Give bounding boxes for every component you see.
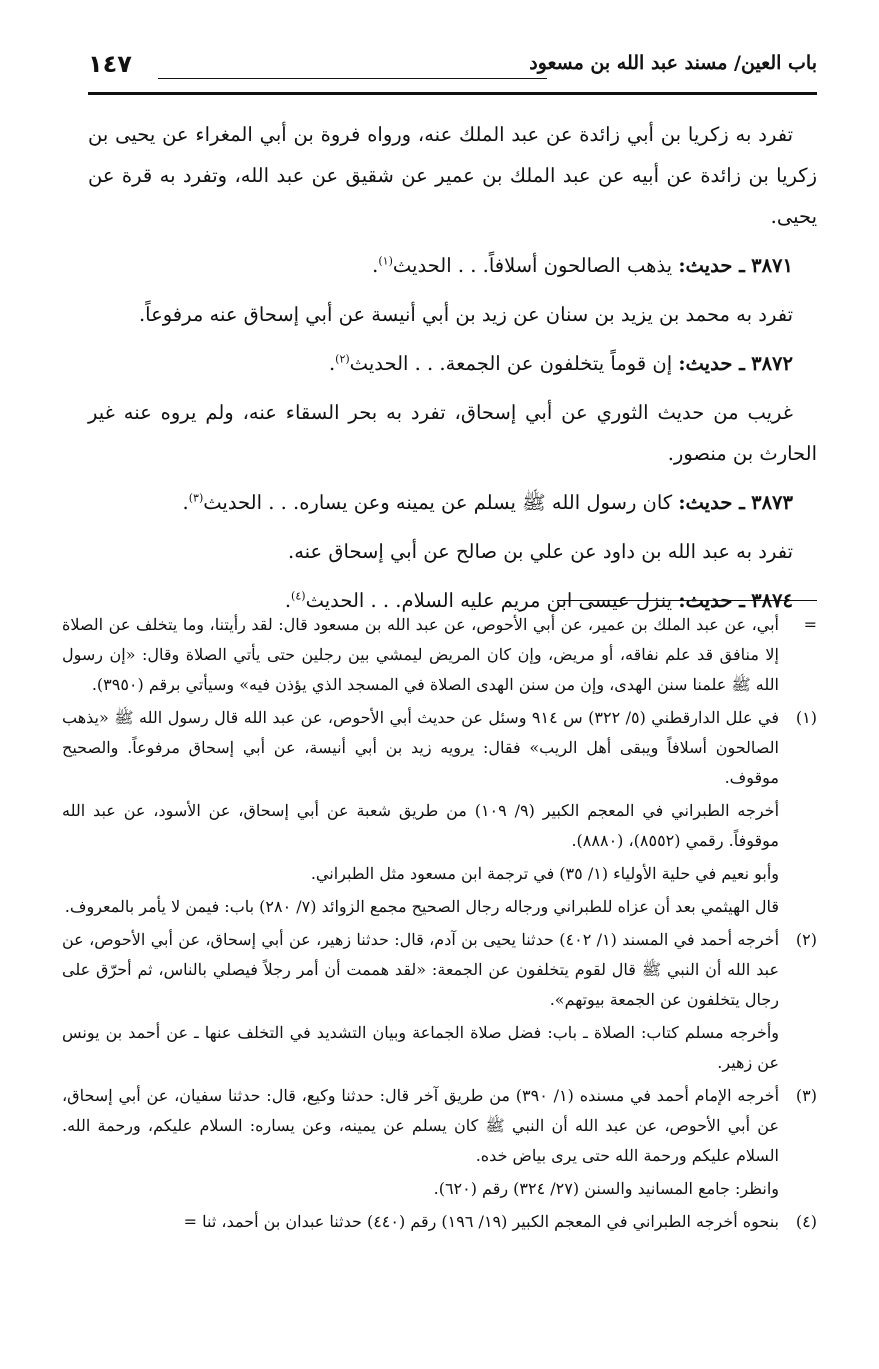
hadith-entry — [88, 482, 817, 523]
paragraph: غريب من حديث الثوري عن أبي إسحاق، تفرد به بحر السقاء عنه، ولم يروه عنه غير الحارث بن منصور. — [88, 401, 817, 465]
footnote-ref: (٢) — [335, 352, 350, 366]
hadith-number: ٣٨٧١ — [751, 254, 793, 277]
hadith-label: ـ حديث: — [678, 352, 745, 375]
header-leader-line — [158, 78, 547, 79]
footnote-separator — [557, 600, 817, 601]
footnote-text: قال الهيثمي بعد أن عزاه للطبراني ورجاله رجال الصحيح مجمع الزوائد (٧/ ٢٨٠) باب: فيمن لا يأمر بالمعروف. — [64, 897, 779, 916]
footnote-text: أخرجه أحمد في المسند (١/ ٤٠٢) حدثنا يحيى بن آدم، قال: حدثنا زهير، عن أبي إسحاق، عن أبي الأحوص، عن عبد الله أن النبي ﷺ قال لقوم يتخلفون عن الجمعة: «لقد هممت أن أمر رجلاً فيصلي بالناس، ثم أحرّق على رجال يتخلفون عن الجمعة بيوتهم». — [62, 930, 780, 1009]
paragraph: تفرد به زكريا بن أبي زائدة عن عبد الملك عنه، ورواه فروة بن أبي المغراء عن يحيى بن زكريا بن زائدة عن أبيه عن عبد الملك بن عمير عن شقيق عن عبد الله، وتفرد به قرة عن يحيى. — [88, 123, 817, 228]
header-rule — [88, 92, 817, 95]
hadith-number: ٣٨٧٣ — [751, 491, 793, 514]
footnote-ref: (٣) — [188, 491, 204, 505]
footnote-text-run: بنحوه أخرجه الطبراني في المعجم الكبير (١٩/ ١٩٦) رقم (٤٤٠) حدثنا عبدان بن أحمد، ثنا — [202, 1212, 779, 1231]
footnote-number: (٣) — [795, 1086, 817, 1105]
hadith-label: ـ حديث: — [678, 254, 745, 277]
hadith-end: . — [284, 589, 292, 612]
footnote-3 — [62, 1081, 817, 1204]
hadith-label: ـ حديث: — [678, 491, 745, 514]
footnote-text: وأخرجه مسلم كتاب: الصلاة ـ باب: فضل صلاة الجماعة وبيان التشديد في التخلف عنها ـ عن أحمد بن يونس عن زهير. — [62, 1023, 779, 1072]
main-text — [88, 114, 817, 629]
hadith-entry — [88, 343, 817, 384]
paragraph: تفرد به عبد الله بن داود عن علي بن صالح عن أبي إسحاق عنه. — [288, 540, 793, 563]
footnote-text: أخرجه الطبراني في المعجم الكبير (٩/ ١٠٩) من طريق شعبة عن أبي إسحاق، عن الأسود، عن عبد الله موقوفاً. رقمي (٨٥٥٢)، (٨٨٨٠). — [62, 801, 780, 850]
hadith-end: . — [328, 352, 336, 375]
continuation-mark: = — [803, 615, 817, 634]
footnotes — [62, 610, 817, 1240]
footnote-1 — [62, 703, 817, 922]
running-title: باب العين/ مسند عبد الله بن مسعود — [529, 52, 817, 74]
hadith-text: كان رسول الله ﷺ يسلم عن يمينه وعن يساره. . . الحديث — [203, 491, 673, 514]
footnote-text: أخرجه الإمام أحمد في مسنده (١/ ٣٩٠) من طريق آخر قال: حدثنا وكيع، قال: حدثنا سفيان، عن أبي إسحاق، عن أبي الأحوص، عن عبد الله أن النبي ﷺ كان يسلم عن يمينه، وعن يساره: السلام عليكم، ورحمة الله. السلام عليكم ورحمة الله حتى يرى بياض خده. — [62, 1086, 780, 1165]
footnote-continuation — [62, 610, 817, 700]
footnote-text: أبي، عن عبد الملك بن عمير، عن أبي الأحوص، عن عبد الله بن مسعود قال: لقد رأيتنا، وما يتخلف عن الصلاة إلا منافق قد علم نفاقه، أو مريض، وإن كان المريض ليمشي بين رجلين حتى يأتي الصلاة وقال: «إن رسول الله ﷺ علمنا سنن الهدى، وإن من سنن الهدى الصلاة في المسجد الذي يؤذن فيه» وسيأتي برقم (٣٩٥٠). — [62, 615, 779, 694]
page-number: ١٤٧ — [88, 50, 132, 78]
footnote-text: في علل الدارقطني (٥/ ٣٢٢) س ٩١٤ وسئل عن حديث أبي الأحوص، عن عبد الله قال رسول الله ﷺ «يذهب الصالحون أسلافاً ويبقى أهل الريب» فقال: يرويه زيد بن أبي أنيسة، عن أبي إسحاق مرفوعاً. والصحيح موقوف. — [62, 708, 780, 787]
hadith-text: يذهب الصالحون أسلافاً. . . الحديث — [392, 254, 673, 277]
footnote-text: وانظر: جامع المسانيد والسنن (٢٧/ ٣٢٤) رقم (٦٢٠). — [433, 1179, 779, 1198]
footnote-text — [62, 1207, 779, 1237]
hadith-number: ٣٨٧٢ — [751, 352, 793, 375]
footnote-number: (٢) — [795, 930, 817, 949]
footnote-number: (١) — [795, 708, 817, 727]
hadith-entry — [88, 245, 817, 286]
continuation-mark: = — [183, 1212, 198, 1231]
hadith-number: ٣٨٧٤ — [751, 589, 793, 612]
hadith-text: ينزل عيسى ابن مريم عليه السلام. . . الحديث — [305, 589, 673, 612]
footnote-number: (٤) — [795, 1212, 817, 1231]
footnote-text: وأبو نعيم في حلية الأولياء (١/ ٣٥) في ترجمة ابن مسعود مثل الطبراني. — [310, 864, 779, 883]
footnote-2 — [62, 925, 817, 1078]
footnote-ref: (٤) — [291, 589, 306, 603]
hadith-label: ـ حديث: — [678, 589, 745, 612]
footnote-ref: (١) — [378, 254, 393, 268]
hadith-text: إن قوماً يتخلفون عن الجمعة. . . الحديث — [349, 352, 673, 375]
footnote-4 — [62, 1207, 817, 1237]
hadith-end: . — [372, 254, 379, 277]
page-header — [88, 52, 817, 88]
hadith-end: . — [182, 491, 189, 514]
paragraph: تفرد به محمد بن يزيد بن سنان عن زيد بن أبي أنيسة عن أبي إسحاق عنه مرفوعاً. — [138, 303, 793, 326]
